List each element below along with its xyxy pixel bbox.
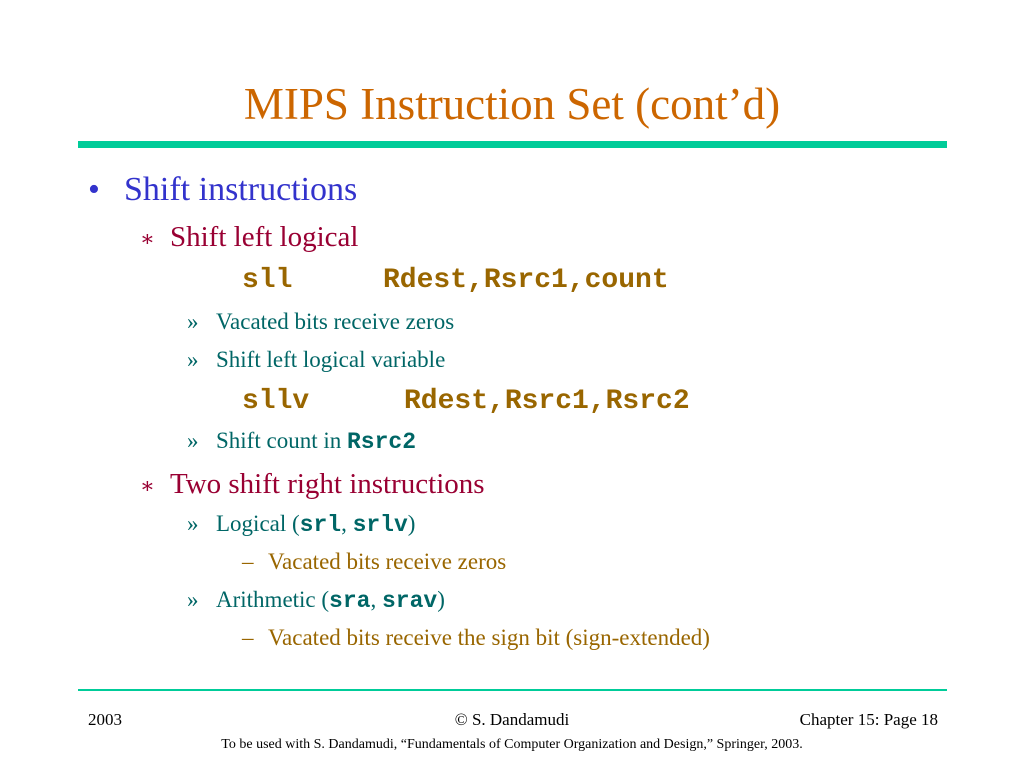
item-text: Arithmetic ( [216, 587, 330, 612]
item-logical [187, 510, 415, 539]
raquo-marker: » [187, 587, 199, 612]
inline-code-srlv: srlv [352, 512, 408, 538]
sub-bullet-text: Two shift right instructions [170, 468, 485, 500]
note-text: Vacated bits receive the sign bit (sign-extended) [268, 625, 710, 650]
footer-author: © S. Dandamudi [454, 710, 570, 729]
asterisk-marker: ∗ [140, 473, 155, 498]
bullet-shift-instructions [88, 170, 357, 210]
item-text: Shift left logical variable [216, 347, 446, 372]
footer-year: 2003 [88, 710, 122, 729]
item-shift-count [187, 427, 416, 456]
note-logical [242, 548, 506, 576]
code-op: sllv [242, 386, 310, 417]
code-sllv [242, 385, 690, 419]
inline-code-sra: sra [329, 588, 371, 614]
separator: , [370, 587, 382, 612]
item-vacated-zeros [187, 308, 454, 336]
raquo-marker: » [187, 428, 199, 453]
raquo-marker: » [187, 309, 199, 334]
note-text: Vacated bits receive zeros [268, 549, 507, 574]
bullet-text: Shift instructions [124, 171, 358, 208]
code-args: Rdest,Rsrc1,count [383, 265, 669, 296]
footer-credit: To be used with S. Dandamudi, “Fundamentals of Computer Organization and Design,” Springer, 2003. [221, 737, 803, 752]
dash-marker: – [242, 625, 254, 650]
closing-paren: ) [437, 587, 445, 612]
asterisk-marker: ∗ [140, 226, 155, 251]
item-text: Logical ( [216, 511, 300, 536]
item-arithmetic [187, 586, 445, 615]
inline-code: Rsrc2 [346, 429, 416, 455]
raquo-marker: » [187, 511, 199, 536]
title-divider [78, 141, 947, 148]
slide-title: MIPS Instruction Set (cont’d) [243, 79, 781, 129]
footer-page: Chapter 15: Page 18 [799, 710, 938, 729]
sub-bullet-text: Shift left logical [170, 221, 359, 253]
sub-bullet-shift-right [140, 467, 485, 503]
closing-paren: ) [407, 511, 416, 536]
item-sllv [187, 346, 445, 374]
sub-bullet-shift-left [140, 220, 358, 256]
inline-code-srav: srav [381, 588, 438, 614]
code-op: sll [242, 265, 293, 296]
footer-divider [78, 689, 947, 691]
code-sll [242, 264, 669, 298]
bullet-marker: • [88, 171, 100, 208]
note-arithmetic [242, 624, 710, 652]
raquo-marker: » [187, 347, 199, 372]
separator: , [341, 511, 353, 536]
item-text: Shift count in [216, 428, 347, 453]
item-text: Vacated bits receive zeros [216, 309, 455, 334]
code-args: Rdest,Rsrc1,Rsrc2 [404, 386, 690, 417]
dash-marker: – [242, 549, 254, 574]
inline-code-srl: srl [299, 512, 342, 538]
